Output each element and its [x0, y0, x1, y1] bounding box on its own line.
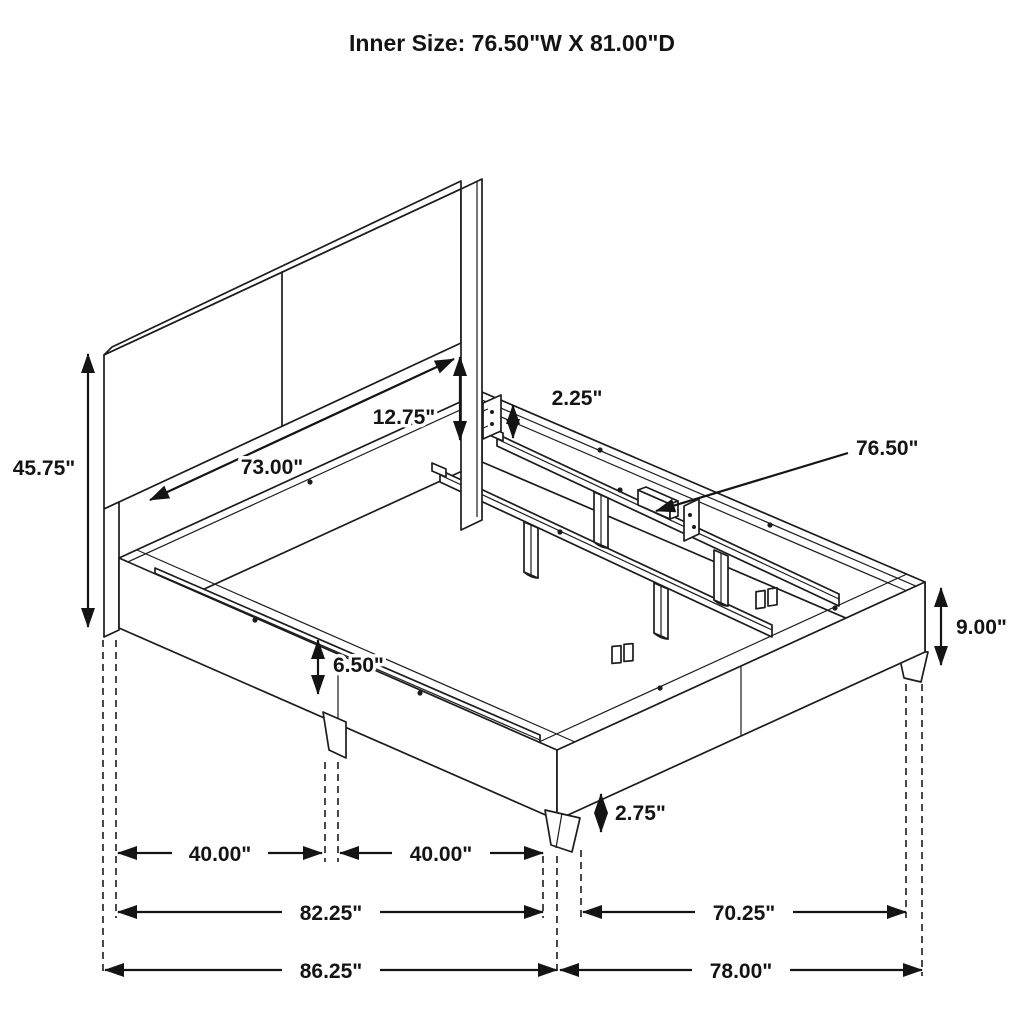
dim-foot-clearance: 2.75" [615, 802, 666, 825]
dim-rail-drop: 2.25" [551, 387, 603, 410]
bed-structure [104, 179, 928, 852]
dim-half-depth-back: 40.00" [188, 843, 252, 866]
dim-panel-gap: 12.75" [372, 406, 436, 429]
dim-overall-depth: 86.25" [299, 960, 363, 983]
headboard-right-stile [461, 179, 482, 530]
dim-frame-depth: 82.25" [299, 902, 363, 925]
dim-rail-height: 9.00" [956, 616, 1007, 639]
dim-headboard-width: 73.00" [240, 456, 304, 479]
diagram-title: Inner Size: 76.50"W X 81.00"D [348, 30, 676, 56]
mid-frame-bracket [684, 499, 699, 541]
dim-inner-frame-width: 70.25" [712, 902, 776, 925]
dim-overall-width: 78.00" [709, 960, 773, 983]
slat-slot-right [756, 590, 765, 608]
left-side-rail [119, 550, 575, 820]
stile-bracket [483, 395, 501, 439]
dim-headboard-height: 45.75" [12, 457, 76, 480]
dim-row-3 [105, 960, 922, 983]
front-left-leg [545, 810, 580, 852]
slat-slot-left [612, 646, 621, 664]
headboard-left-leg [104, 502, 119, 637]
dim-support-rail-length: 76.50" [856, 437, 919, 460]
dim-row-1 [118, 843, 543, 866]
dim-half-depth-front: 40.00" [409, 843, 473, 866]
dim-row-2 [118, 902, 906, 925]
dim-center-leg-height: 6.50" [333, 654, 384, 677]
